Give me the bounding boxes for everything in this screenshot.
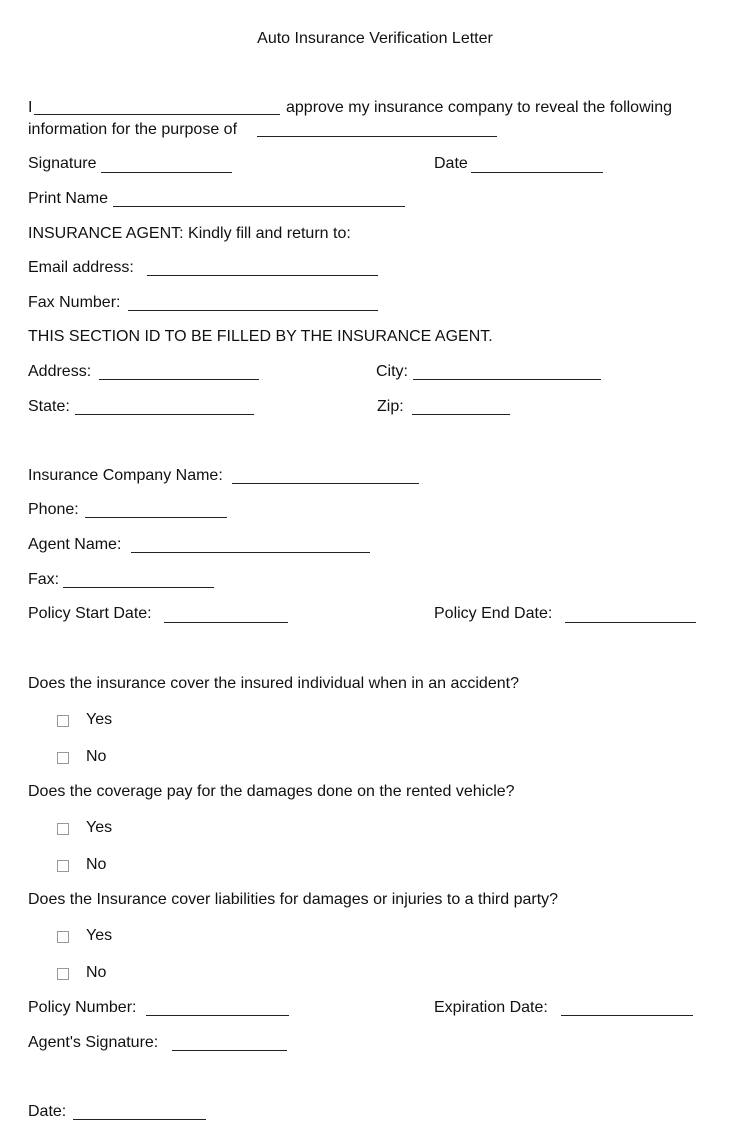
- yes-checkbox[interactable]: [57, 931, 69, 943]
- policy-end-blank-line[interactable]: [565, 622, 696, 623]
- intro-approve-text: approve my insurance company to reveal the following: [286, 99, 672, 116]
- signature-blank-line[interactable]: [101, 172, 232, 173]
- yes-label: Yes: [86, 927, 113, 944]
- intro-i-label: I: [28, 99, 33, 116]
- fax-label: Fax:: [28, 571, 60, 588]
- question-text: Does the Insurance cover liabilities for damages or injuries to a third party?: [28, 891, 559, 908]
- section-note: THIS SECTION ID TO BE FILLED BY THE INSURANCE AGENT.: [28, 328, 493, 345]
- company-name-label: Insurance Company Name:: [28, 467, 223, 484]
- name-blank-line[interactable]: [34, 114, 280, 115]
- fax-number-blank-line[interactable]: [128, 310, 378, 311]
- phone-label: Phone:: [28, 501, 79, 518]
- zip-blank-line[interactable]: [412, 414, 510, 415]
- policy-end-label: Policy End Date:: [434, 605, 553, 622]
- purpose-blank-line[interactable]: [257, 136, 497, 137]
- agent-name-blank-line[interactable]: [131, 552, 370, 553]
- no-label: No: [86, 964, 107, 981]
- email-label: Email address:: [28, 259, 134, 276]
- yes-checkbox[interactable]: [57, 715, 69, 727]
- no-checkbox[interactable]: [57, 752, 69, 764]
- agent-instruction: INSURANCE AGENT: Kindly fill and return to:: [28, 225, 351, 242]
- no-checkbox[interactable]: [57, 968, 69, 980]
- no-checkbox[interactable]: [57, 860, 69, 872]
- address-blank-line[interactable]: [99, 379, 259, 380]
- question-text: Does the insurance cover the insured individual when in an accident?: [28, 675, 519, 692]
- policy-start-label: Policy Start Date:: [28, 605, 152, 622]
- date-label: Date: [434, 155, 468, 172]
- policy-number-label: Policy Number:: [28, 999, 137, 1016]
- agent-signature-label: Agent's Signature:: [28, 1034, 159, 1051]
- policy-start-blank-line[interactable]: [164, 622, 288, 623]
- company-name-blank-line[interactable]: [232, 483, 419, 484]
- expiration-date-blank-line[interactable]: [561, 1015, 693, 1016]
- page-title: Auto Insurance Verification Letter: [257, 30, 493, 47]
- state-blank-line[interactable]: [75, 414, 254, 415]
- address-label: Address:: [28, 363, 92, 380]
- zip-label: Zip:: [377, 398, 404, 415]
- intro-purpose-text: information for the purpose of: [28, 121, 238, 138]
- email-blank-line[interactable]: [147, 275, 378, 276]
- yes-checkbox[interactable]: [57, 823, 69, 835]
- no-label: No: [86, 748, 107, 765]
- fax-number-label: Fax Number:: [28, 294, 121, 311]
- policy-number-blank-line[interactable]: [146, 1015, 289, 1016]
- yes-label: Yes: [86, 819, 113, 836]
- final-date-label: Date:: [28, 1103, 67, 1120]
- city-blank-line[interactable]: [413, 379, 601, 380]
- state-label: State:: [28, 398, 70, 415]
- final-date-blank-line[interactable]: [73, 1119, 206, 1120]
- question-text: Does the coverage pay for the damages done on the rented vehicle?: [28, 783, 515, 800]
- agent-name-label: Agent Name:: [28, 536, 122, 553]
- print-name-blank-line[interactable]: [113, 206, 405, 207]
- agent-signature-blank-line[interactable]: [172, 1050, 287, 1051]
- phone-blank-line[interactable]: [85, 517, 227, 518]
- expiration-date-label: Expiration Date:: [434, 999, 548, 1016]
- signature-label: Signature: [28, 155, 97, 172]
- fax-blank-line[interactable]: [63, 587, 214, 588]
- print-name-label: Print Name: [28, 190, 109, 207]
- city-label: City:: [376, 363, 408, 380]
- yes-label: Yes: [86, 711, 113, 728]
- date-blank-line[interactable]: [471, 172, 603, 173]
- no-label: No: [86, 856, 107, 873]
